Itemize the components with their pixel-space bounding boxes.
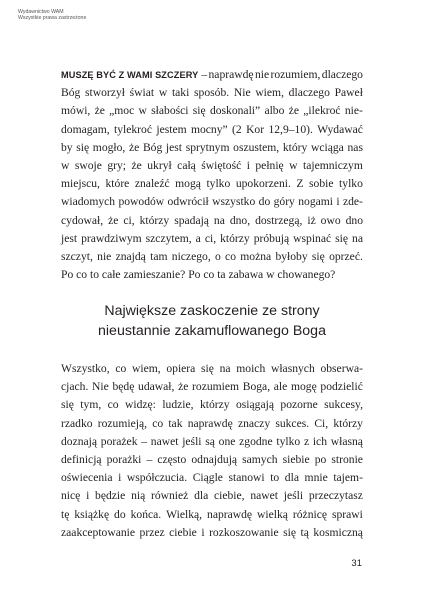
word: dostrzegą, — [255, 213, 303, 227]
word: widzę: — [125, 398, 156, 412]
running-head — [18, 9, 86, 22]
heading-line-1: Największe zaskoczenie ze strony — [104, 303, 320, 319]
word: Po — [61, 268, 77, 282]
paragraph-line — [61, 378, 363, 396]
paragraph-line — [61, 230, 363, 248]
word: mogło, — [92, 140, 126, 154]
word: i — [201, 525, 205, 539]
word: samych — [242, 452, 278, 466]
word: o — [214, 249, 221, 263]
word: sukces. — [275, 416, 310, 430]
word: całe — [101, 268, 124, 282]
word: będzie — [95, 489, 126, 503]
word: stanowi — [228, 471, 265, 485]
word: który — [282, 140, 308, 154]
paragraph-line — [61, 506, 363, 524]
word: 12,9–10). — [268, 122, 313, 136]
word: końca. — [130, 507, 162, 521]
word: szczytem, — [145, 231, 192, 245]
word: ale — [273, 380, 288, 394]
word: często — [157, 452, 187, 466]
word: sukcesy, — [324, 398, 363, 412]
word: własną — [330, 434, 363, 448]
word: oprzeć. — [329, 249, 363, 263]
word: jestem — [156, 122, 187, 136]
paragraph-line — [61, 66, 363, 84]
word: tę — [61, 507, 70, 521]
word: które — [105, 177, 130, 191]
word: na — [219, 362, 231, 375]
word: Wszystko, — [61, 362, 110, 375]
word: wszystko — [212, 195, 256, 209]
word: że — [131, 158, 142, 172]
word: tylko — [276, 434, 301, 448]
word: nas — [347, 140, 363, 154]
word: dlaczego — [288, 86, 330, 100]
word: „moc — [109, 104, 135, 118]
word: tylko — [206, 177, 231, 191]
word: odwrócił — [167, 195, 209, 209]
word: znaleźć — [134, 177, 170, 191]
word: co — [225, 249, 236, 263]
word: dlaczego — [321, 68, 363, 81]
word: tym, — [80, 398, 102, 412]
word: tylko — [339, 177, 363, 191]
paragraph-line — [61, 157, 363, 175]
word: definicją — [61, 452, 102, 466]
word: Wielką, — [166, 507, 203, 521]
word: tylekroć — [113, 122, 152, 136]
word: przez — [139, 525, 165, 539]
word: Po — [188, 268, 204, 282]
word: nie- — [344, 104, 363, 118]
word: wciąga — [311, 140, 344, 154]
word: przeczytasz — [308, 489, 363, 503]
word: świętość — [201, 158, 242, 172]
word: tą — [300, 525, 309, 539]
word: nie — [254, 68, 270, 81]
word: ta — [217, 268, 229, 282]
word: (2 — [232, 122, 242, 136]
paragraph-line — [61, 139, 363, 157]
paragraph-line — [61, 248, 363, 266]
paragraph-line — [61, 84, 363, 102]
paragraph-line — [61, 212, 363, 230]
word: nawet — [150, 434, 179, 448]
word: Wydawać — [317, 122, 363, 136]
paragraph-2 — [61, 360, 363, 542]
word: nicę — [61, 489, 81, 503]
word: mocny” — [190, 122, 228, 136]
word: pozorne — [280, 398, 318, 412]
word: się — [311, 249, 325, 263]
word: którzy — [333, 416, 363, 430]
word: Ci, — [314, 416, 329, 430]
word: cydował, — [61, 213, 104, 227]
lead-in-caps: MUSZĘ BYĆ Z WAMI SZCZERY — [61, 70, 199, 80]
word: rozumiem, — [270, 68, 321, 81]
word: się — [335, 231, 349, 245]
word: ciebie, — [214, 489, 245, 503]
word: że — [94, 104, 105, 118]
word: zamieszanie? — [123, 268, 189, 282]
word: dno, — [229, 213, 251, 227]
word: domagam, — [61, 122, 110, 136]
word: ich — [312, 434, 327, 448]
word: że — [128, 140, 140, 154]
word: sprawi — [331, 507, 363, 521]
word: wiadomych — [61, 195, 116, 209]
word: słabości — [151, 104, 189, 118]
word: owo — [320, 213, 341, 227]
word: opiera — [166, 362, 196, 375]
word: książkę — [74, 507, 110, 521]
word: miejscu, — [61, 177, 100, 191]
paragraph-line — [61, 396, 363, 414]
word: z — [303, 434, 310, 448]
word: udawał, — [138, 380, 175, 394]
word: doskonali” — [209, 104, 261, 118]
word: swoje — [74, 158, 102, 172]
word: co — [76, 268, 90, 282]
word: a — [195, 231, 201, 245]
word: obserwa- — [320, 362, 363, 375]
word: porażki — [106, 452, 142, 466]
word: Bóg — [61, 86, 81, 100]
word: doznają — [61, 434, 98, 448]
word: „ilekroć — [303, 104, 341, 118]
word: tam — [150, 249, 168, 263]
word: Ciągle — [192, 471, 223, 485]
word: kosmiczną — [313, 525, 363, 539]
word: rzadko — [61, 416, 93, 430]
word: spadają — [174, 213, 209, 227]
word: to — [270, 471, 280, 485]
word: świat — [129, 86, 155, 100]
word: stworzył — [85, 86, 125, 100]
word: w — [158, 86, 168, 100]
word: jest — [165, 140, 183, 154]
word: do — [258, 195, 271, 209]
word: nogami — [298, 195, 333, 209]
word: oświecenia — [61, 471, 113, 485]
word: w — [289, 158, 298, 172]
word: się — [61, 398, 74, 412]
word: to — [90, 268, 102, 282]
paragraph-line — [61, 487, 363, 505]
word: współczucia. — [126, 471, 188, 485]
word: mogą — [175, 177, 201, 191]
paragraph-line — [61, 102, 363, 120]
word: zde- — [342, 195, 363, 209]
word: że — [178, 380, 189, 394]
word: nią — [131, 489, 146, 503]
word: do — [114, 507, 126, 521]
word: którzy — [199, 398, 230, 412]
word: się — [76, 140, 90, 154]
word: – — [146, 452, 153, 466]
word: Paweł — [334, 86, 363, 100]
word: znaczy — [237, 416, 271, 430]
heading-line-2: nieustannie zakamuflowanego Boga — [98, 323, 326, 339]
word: iż — [307, 213, 316, 227]
word: nawet — [250, 489, 279, 503]
word: osiągają — [235, 398, 274, 412]
word: po — [314, 452, 327, 466]
word: mówi, — [61, 104, 91, 118]
word: różnicę — [292, 507, 328, 521]
paragraph-line — [61, 524, 363, 542]
word: co — [115, 362, 127, 375]
page-number: 31 — [351, 558, 362, 569]
word: zgodne — [239, 434, 273, 448]
word: gry; — [107, 158, 127, 172]
word: dla — [284, 471, 299, 485]
word: Z — [296, 177, 304, 191]
word: naprawdę — [207, 507, 253, 521]
word: dla — [194, 489, 209, 503]
word: ci, — [123, 213, 135, 227]
word: rozkoszowanie — [209, 525, 279, 539]
word: można — [240, 249, 272, 263]
word: Kor — [246, 122, 265, 136]
paragraph-line — [61, 415, 363, 433]
word: w — [266, 268, 278, 282]
word: szczyt, — [61, 249, 93, 263]
word: znajdą — [115, 249, 146, 263]
section-heading — [61, 301, 363, 341]
word: stronie — [331, 452, 363, 466]
word: tak — [168, 416, 183, 430]
word: mogę — [290, 380, 317, 394]
paragraph-line — [61, 360, 363, 378]
word: tajem- — [333, 471, 363, 485]
line-text — [201, 66, 363, 84]
word: porażek — [100, 434, 138, 448]
word: że — [288, 104, 299, 118]
word: tajemniczym — [302, 158, 363, 172]
word: na — [352, 231, 363, 245]
word: one — [218, 434, 236, 448]
word: w — [138, 104, 147, 118]
paragraph-line — [61, 193, 363, 211]
word: naprawdę — [208, 68, 254, 81]
paragraph-line — [61, 175, 363, 193]
word: wiem, — [131, 362, 161, 375]
word: cjach. — [61, 380, 89, 394]
word: jeśli — [182, 434, 202, 448]
word: wiem, — [255, 86, 284, 100]
word: wielką — [257, 507, 288, 521]
word: wspinać — [293, 231, 332, 245]
word: się — [201, 362, 214, 375]
word: będę — [112, 380, 135, 394]
word: własnych — [270, 362, 315, 375]
word: ci, — [204, 231, 217, 245]
word: mnie — [304, 471, 328, 485]
word: Nie — [233, 86, 251, 100]
copyright-notice: Wszystkie prawa zastrzeżone — [18, 15, 87, 22]
word: nie — [97, 249, 112, 263]
word: również — [150, 489, 189, 503]
paragraph-line — [61, 121, 363, 139]
word: ukrył — [147, 158, 172, 172]
word: oszustem, — [233, 140, 280, 154]
word: w — [61, 158, 70, 172]
word: się — [192, 104, 206, 118]
word: dno — [345, 213, 363, 227]
word: siebie — [282, 452, 310, 466]
word: że — [108, 213, 119, 227]
word: rozumieją, — [97, 416, 147, 430]
word: zaakceptowanie — [61, 525, 136, 539]
word: i — [118, 471, 122, 485]
word: albo — [264, 104, 285, 118]
word: sprytnym — [185, 140, 230, 154]
paragraph-line — [61, 451, 363, 469]
word: byłoby — [275, 249, 308, 263]
word: Nie — [92, 380, 109, 394]
word: sposób. — [194, 86, 230, 100]
word: niczego, — [171, 249, 211, 263]
word: prawdziwym — [81, 231, 142, 245]
word: którzy — [220, 231, 250, 245]
paragraph-line — [61, 469, 363, 487]
word: próbują — [253, 231, 290, 245]
word: powodów — [118, 195, 165, 209]
word: na — [213, 213, 225, 227]
paragraph-1 — [61, 66, 363, 284]
paragraph-line — [61, 266, 363, 284]
word: ciebie — [169, 525, 197, 539]
word: upokorzeni. — [235, 177, 291, 191]
word: zabawa — [228, 268, 267, 282]
word: Boga, — [242, 380, 271, 394]
word: i — [336, 195, 340, 209]
word: są — [205, 434, 215, 448]
word: podzielić — [320, 380, 363, 394]
word: – — [201, 68, 208, 81]
publisher-name: Wydawnictwo WAM — [18, 9, 64, 15]
word: by — [61, 140, 73, 154]
word: sobie — [309, 177, 334, 191]
word: co — [203, 268, 218, 282]
word: się — [283, 525, 296, 539]
word: naprawdę — [187, 416, 233, 430]
word: góry — [273, 195, 295, 209]
word: i — [246, 158, 250, 172]
word: co — [152, 416, 164, 430]
word: rozumiem — [192, 380, 240, 394]
word: co — [107, 398, 119, 412]
word: moich — [236, 362, 266, 375]
word: – — [141, 434, 148, 448]
word: odnajdują — [191, 452, 238, 466]
word: którzy — [139, 213, 170, 227]
paragraph-line — [61, 433, 363, 451]
word: chowanego? — [277, 268, 336, 282]
word: taki — [171, 86, 190, 100]
word: jeśli — [283, 489, 304, 503]
word: i — [86, 489, 90, 503]
word: całą — [177, 158, 196, 172]
word: pełnię — [255, 158, 284, 172]
word: jest — [61, 231, 78, 245]
word: ludzie, — [162, 398, 194, 412]
word: Bóg — [142, 140, 163, 154]
